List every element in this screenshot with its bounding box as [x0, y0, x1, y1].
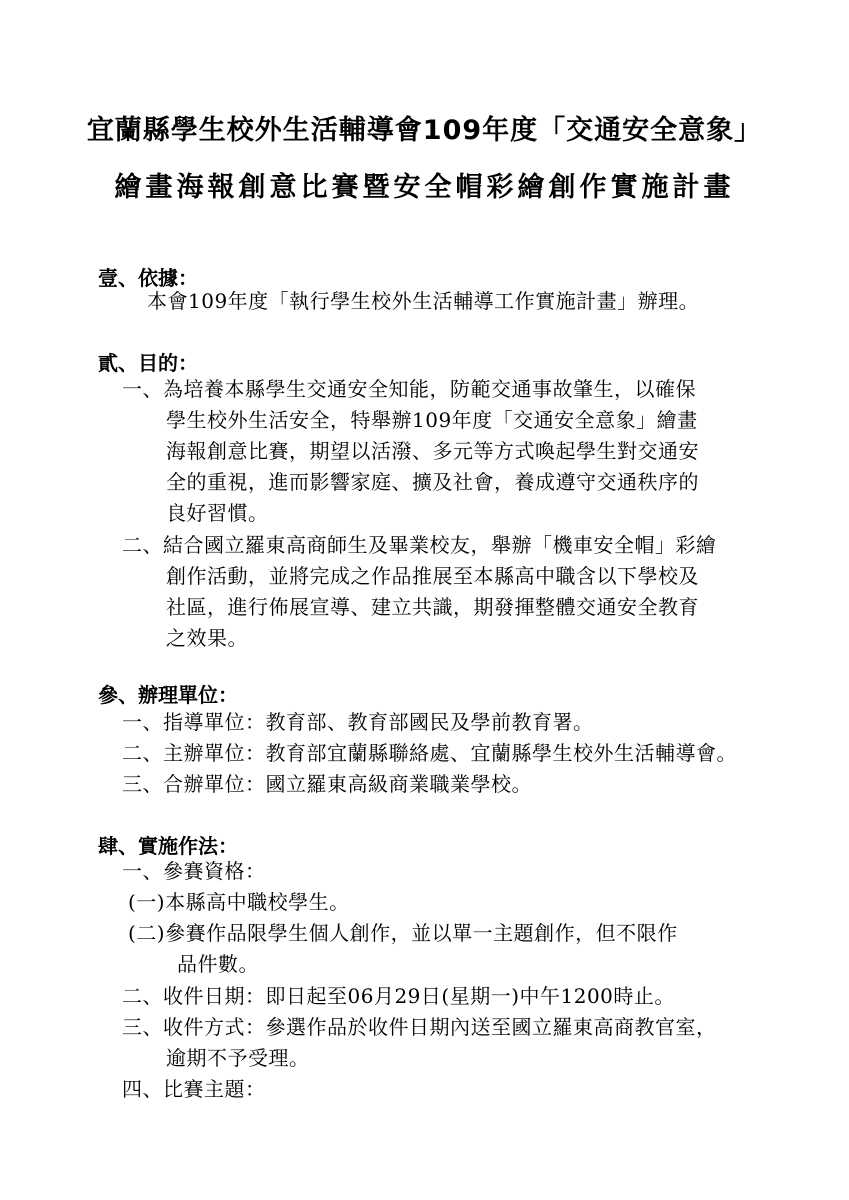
- section-methods-heading: 肆、實施作法：: [98, 834, 238, 858]
- theme-heading: 四、比賽主題：: [122, 1077, 266, 1101]
- purpose-item-2-line-2: 創作活動，並將完成之作品推展至本縣高中職含以下學校及: [166, 564, 699, 588]
- eligibility-sub-2-line-2: 品件數。: [177, 952, 259, 976]
- unit-guidance: 一、指導單位：教育部、教育部國民及學前教育署。: [122, 710, 594, 734]
- submission-line-1: 三、收件方式：參選作品於收件日期內送至國立羅東高商教官室，: [122, 1015, 717, 1039]
- unit-organizer: 二、主辦單位：教育部宜蘭縣聯絡處、宜蘭縣學生校外生活輔導會。: [122, 741, 737, 765]
- purpose-item-1-line-5: 良好習慣。: [166, 501, 269, 525]
- basis-text: 本會109年度「執行學生校外生活輔導工作實施計畫」辦理。: [147, 289, 700, 313]
- purpose-item-1-line-1: 一、為培養本縣學生交通安全知能，防範交通事故肇生，以確保: [122, 377, 696, 401]
- purpose-item-2-line-4: 之效果。: [166, 626, 248, 650]
- section-units-heading: 參、辦理單位：: [98, 683, 238, 707]
- purpose-item-1-line-4: 全的重視，進而影響家庭、擴及社會，養成遵守交通秩序的: [166, 470, 699, 494]
- unit-co-organizer: 三、合辦單位：國立羅東高級商業職業學校。: [122, 772, 532, 796]
- purpose-item-1-line-2: 學生校外生活安全，特舉辦109年度「交通安全意象」繪畫: [166, 408, 698, 432]
- purpose-item-2-line-1: 二、結合國立羅東高商師生及畢業校友，舉辦「機車安全帽」彩繪: [122, 533, 717, 557]
- eligibility-sub-2-line-1: (二)參賽作品限學生個人創作，並以單一主題創作，但不限作: [128, 921, 678, 945]
- purpose-item-1-line-3: 海報創意比賽，期望以活潑、多元等方式喚起學生對交通安: [166, 439, 699, 463]
- deadline-line: 二、收件日期：即日起至06月29日(星期一)中午1200時止。: [122, 984, 675, 1008]
- document-title-line-2: 繪畫海報創意比賽暨安全帽彩繪創作實施計畫: [114, 172, 735, 203]
- section-purpose-heading: 貳、目的：: [98, 351, 198, 375]
- purpose-item-2-line-3: 社區，進行佈展宣導、建立共識，期發揮整體交通安全教育: [166, 595, 699, 619]
- eligibility-sub-1: (一)本縣高中職校學生。: [128, 890, 350, 914]
- document-title-line-1: 宜蘭縣學生校外生活輔導會109年度「交通安全意象」: [86, 115, 763, 146]
- submission-line-2: 逾期不予受理。: [166, 1046, 310, 1070]
- section-basis-heading: 壹、依據：: [98, 266, 198, 290]
- eligibility-heading: 一、參賽資格：: [122, 859, 266, 883]
